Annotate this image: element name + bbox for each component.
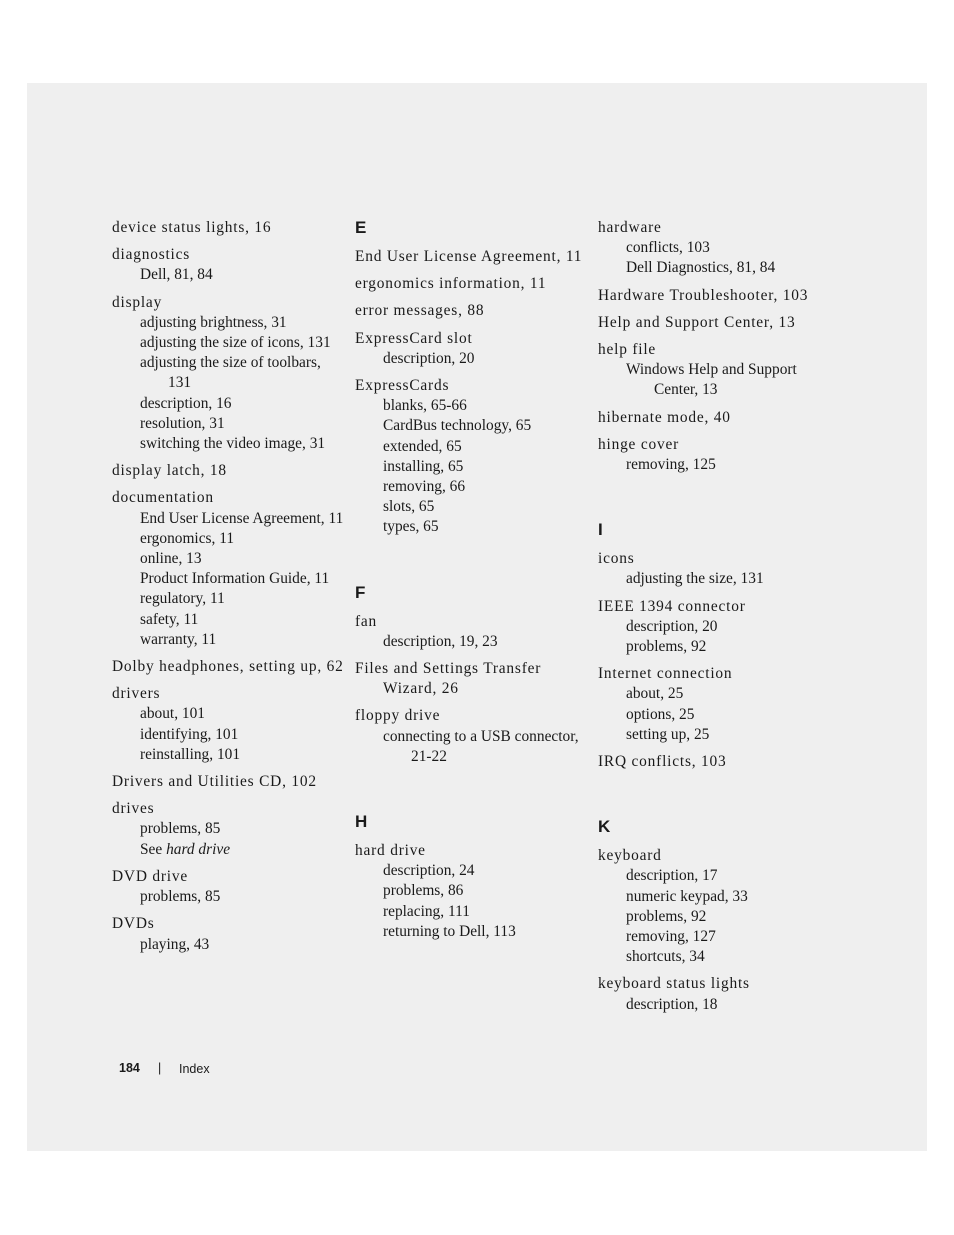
subterm-list (112, 935, 344, 955)
index-term: fan (355, 612, 378, 630)
index-term: Help and Support Center, 13 (598, 313, 796, 331)
index-subterm: Windows Help and Support Center, 13 (626, 361, 797, 399)
index-entry (598, 974, 830, 1014)
index-column-3 (598, 218, 830, 1022)
index-subterm: extended, 65 (383, 437, 462, 455)
index-subterm: safety, 11 (140, 610, 199, 628)
index-entry (355, 376, 587, 538)
index-entry (355, 274, 587, 294)
index-term: ExpressCards (355, 377, 450, 395)
section-letter: K (598, 817, 611, 837)
index-subterm: Dell Diagnostics, 81, 84 (626, 259, 776, 277)
section-gap (355, 774, 587, 812)
section-gap (355, 545, 587, 583)
section-letter: E (355, 218, 367, 237)
index-subterm: Dell, 81, 84 (140, 266, 213, 284)
subterm-list (598, 684, 830, 745)
index-entry (598, 408, 830, 428)
subterm-list (598, 455, 830, 475)
index-term: floppy drive (355, 707, 441, 725)
index-term: diagnostics (112, 246, 191, 264)
index-term: Drivers and Utilities CD, 102 (112, 773, 317, 791)
index-term: error messages, 88 (355, 302, 485, 320)
index-subterm: identifying, 101 (140, 725, 239, 743)
index-column-2 (355, 218, 587, 949)
footer-section-title: Index (179, 1062, 210, 1076)
index-entry (598, 549, 830, 589)
index-subterm: problems, 85 (140, 888, 221, 906)
index-term: hard drive (355, 842, 426, 860)
index-subterm: playing, 43 (140, 935, 210, 953)
index-subterm: switching the video image, 31 (140, 435, 326, 453)
page-footer (119, 1061, 210, 1076)
index-subterm: description, 20 (626, 617, 718, 635)
index-subterm: online, 13 (140, 550, 202, 568)
index-entry (598, 846, 830, 967)
index-entry (598, 435, 830, 475)
index-subterm: ergonomics, 11 (140, 529, 235, 547)
index-entry (112, 867, 344, 907)
index-subterm: removing, 127 (626, 928, 716, 946)
index-entry (112, 772, 344, 792)
index-subterm: description, 20 (383, 349, 475, 367)
index-entry (598, 752, 830, 772)
subterm-list (112, 704, 344, 765)
index-term: hinge cover (598, 435, 680, 453)
index-subterm: setting up, 25 (626, 725, 710, 743)
index-term: Dolby headphones, setting up, 62 (112, 658, 344, 676)
subterm-list (355, 861, 587, 942)
index-term: IEEE 1394 connector (598, 597, 746, 615)
index-subterm: slots, 65 (383, 498, 435, 516)
index-subterm: description, 24 (383, 862, 475, 880)
index-subterm: description, 17 (626, 867, 718, 885)
index-entry (598, 313, 830, 333)
index-subterm: shortcuts, 34 (626, 948, 705, 966)
section-letter: F (355, 582, 366, 602)
index-entry (598, 664, 830, 745)
index-subterm: adjusting the size of icons, 131 (140, 334, 331, 352)
index-subterm: resolution, 31 (140, 414, 225, 432)
subterm-list (355, 632, 587, 652)
index-subterm: types, 65 (383, 518, 439, 536)
index-entry (112, 799, 344, 860)
index-entry (598, 218, 830, 279)
index-term: IRQ conflicts, 103 (598, 753, 727, 771)
subterm-list (355, 349, 587, 369)
see-prefix: See (140, 840, 167, 858)
index-term: hardware (598, 219, 662, 236)
index-term: Internet connection (598, 665, 733, 683)
index-subterm: about, 25 (626, 685, 684, 703)
index-term: hibernate mode, 40 (598, 408, 731, 426)
index-subterm: End User License Agreement, 11 (140, 509, 344, 527)
index-subterm: installing, 65 (383, 457, 464, 475)
section-gap (598, 779, 830, 817)
subterm-list (112, 819, 344, 859)
index-entry (112, 218, 344, 238)
index-entry (598, 597, 830, 658)
section-letter: I (598, 520, 603, 540)
index-entry (598, 286, 830, 306)
subterm-list (112, 265, 344, 285)
index-term: display latch, 18 (112, 462, 227, 480)
subterm-list (112, 313, 344, 454)
index-term: Hardware Troubleshooter, 103 (598, 286, 809, 304)
subterm-list (598, 995, 830, 1015)
index-term: documentation (112, 489, 214, 507)
index-subterm: description, 18 (626, 995, 718, 1013)
index-term: keyboard status lights (598, 975, 750, 993)
index-entry (112, 293, 344, 455)
index-subterm: replacing, 111 (383, 902, 470, 920)
subterm-list (355, 727, 587, 767)
index-subterm: blanks, 65-66 (383, 397, 467, 415)
index-column-1 (112, 218, 344, 962)
index-entry (112, 245, 344, 285)
index-subterm: removing, 66 (383, 478, 466, 496)
index-subterm: adjusting brightness, 31 (140, 313, 287, 331)
subterm-list (112, 887, 344, 907)
index-subterm: adjusting the size, 131 (626, 570, 764, 588)
index-subterm: description, 16 (140, 394, 232, 412)
index-subterm: connecting to a USB connector, 21-22 (383, 727, 579, 765)
index-entry (355, 659, 587, 699)
footer-separator: | (158, 1061, 162, 1075)
index-entry (112, 461, 344, 481)
index-subterm: conflicts, 103 (626, 239, 710, 257)
see-reference (126, 840, 344, 860)
index-subterm: problems, 86 (383, 882, 464, 900)
index-term: ergonomics information, 11 (355, 275, 547, 293)
index-subterm: problems, 92 (626, 638, 707, 656)
subterm-list (112, 509, 344, 650)
index-entry (112, 684, 344, 765)
index-entry (355, 612, 587, 652)
see-target: hard drive (166, 840, 231, 858)
index-term: keyboard (598, 847, 662, 865)
section-gap (598, 482, 830, 520)
index-subterm: Product Information Guide, 11 (140, 570, 330, 588)
index-subterm: problems, 85 (140, 820, 221, 838)
index-subterm: options, 25 (626, 705, 695, 723)
subterm-list (598, 238, 830, 278)
index-subterm: returning to Dell, 113 (383, 922, 516, 940)
index-subterm: problems, 92 (626, 907, 707, 925)
index-subterm: CardBus technology, 65 (383, 417, 532, 435)
subterm-list (598, 866, 830, 967)
index-term: help file (598, 341, 657, 359)
index-term: Files and Settings Transfer Wizard, 26 (355, 660, 542, 698)
subterm-list (598, 360, 830, 400)
index-term: drives (112, 800, 155, 818)
index-entry (355, 706, 587, 767)
index-term: icons (598, 550, 635, 568)
subterm-list (355, 396, 587, 537)
index-entry (355, 247, 587, 267)
index-term: DVDs (112, 915, 155, 933)
index-subterm: description, 19, 23 (383, 632, 498, 650)
index-subterm: regulatory, 11 (140, 590, 225, 608)
index-subterm: numeric keypad, 33 (626, 887, 748, 905)
index-subterm: removing, 125 (626, 456, 716, 474)
index-entry (112, 488, 344, 650)
subterm-list (598, 569, 830, 589)
index-entry (112, 914, 344, 954)
index-term: drivers (112, 685, 161, 703)
page-number: 184 (119, 1061, 140, 1075)
index-subterm: adjusting the size of toolbars, 131 (140, 354, 321, 392)
index-entry (355, 329, 587, 369)
index-subterm: about, 101 (140, 705, 205, 723)
index-subterm: warranty, 11 (140, 630, 217, 648)
index-entry (355, 301, 587, 321)
index-term: display (112, 293, 163, 311)
index-term: device status lights, 16 (112, 219, 272, 236)
index-term: ExpressCard slot (355, 329, 473, 347)
index-term: End User License Agreement, 11 (355, 248, 583, 265)
index-entry (355, 841, 587, 942)
section-letter: H (355, 812, 368, 832)
index-entry (598, 340, 830, 401)
index-subterm: reinstalling, 101 (140, 745, 241, 763)
subterm-list (598, 617, 830, 657)
index-entry (112, 657, 344, 677)
index-term: DVD drive (112, 867, 189, 885)
